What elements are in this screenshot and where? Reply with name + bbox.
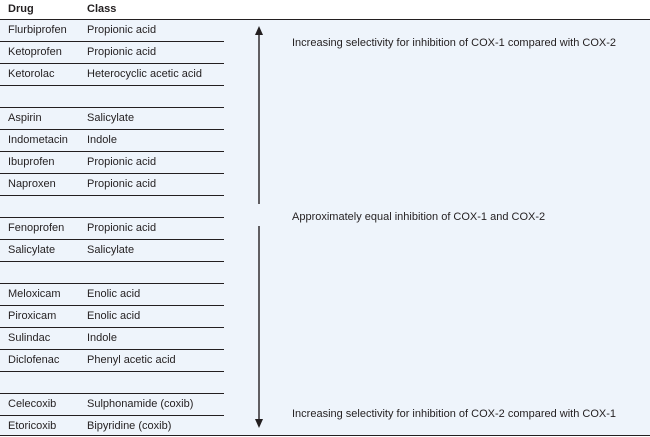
class-cell: Heterocyclic acetic acid [87, 68, 202, 80]
note-cox2-selectivity: Increasing selectivity for inhibition of COX-2 compared with COX-1 [292, 408, 617, 420]
table-row [0, 130, 224, 152]
table-row-spacer [0, 262, 224, 284]
class-cell: Propionic acid [87, 156, 157, 168]
table-row [0, 284, 224, 306]
table-row [0, 240, 224, 262]
table-header [0, 0, 650, 20]
table-row [0, 328, 224, 350]
class-cell: Phenyl acetic acid [87, 354, 176, 366]
drug-cell: Ketoprofen [8, 46, 62, 58]
class-cell: Enolic acid [87, 288, 141, 300]
class-cell: Propionic acid [87, 222, 157, 234]
table-body [0, 20, 650, 437]
table-row [0, 20, 224, 42]
table-row [0, 42, 224, 64]
drug-cell: Meloxicam [8, 288, 61, 300]
class-cell: Propionic acid [87, 24, 157, 36]
down-arrow-icon [253, 226, 265, 429]
note-cox1-selectivity: Increasing selectivity for inhibition of COX-1 compared with COX-2 [292, 37, 617, 49]
table-row [0, 306, 224, 328]
drug-cell: Naproxen [8, 178, 56, 190]
table-row [0, 416, 224, 437]
class-cell: Salicylate [87, 244, 135, 256]
class-cell: Sulphonamide (coxib) [87, 398, 194, 410]
table-row [0, 108, 224, 130]
drug-cell: Celecoxib [8, 398, 57, 410]
drug-cell: Piroxicam [8, 310, 57, 322]
table-row [0, 218, 224, 240]
class-cell: Propionic acid [87, 46, 157, 58]
drug-cell: Ketorolac [8, 68, 55, 80]
up-arrow-icon [253, 26, 265, 206]
table-row-spacer [0, 196, 224, 218]
table-row-spacer [0, 372, 224, 394]
drug-cell: Etoricoxib [8, 420, 57, 432]
drug-cell: Ibuprofen [8, 156, 55, 168]
table-row [0, 394, 224, 416]
class-cell: Bipyridine (coxib) [87, 420, 172, 432]
class-cell: Enolic acid [87, 310, 141, 322]
drug-cell: Sulindac [8, 332, 51, 344]
drug-cell: Flurbiprofen [8, 24, 67, 36]
note-equal-inhibition: Approximately equal inhibition of COX-1 and COX-2 [292, 211, 546, 223]
drug-cell: Diclofenac [8, 354, 60, 366]
table-row-spacer [0, 86, 224, 108]
header-drug: Drug [8, 3, 34, 15]
drug-cell: Salicylate [8, 244, 56, 256]
table-row [0, 64, 224, 86]
table-row [0, 174, 224, 196]
header-class: Class [87, 3, 117, 15]
table-row [0, 350, 224, 372]
drug-cell: Aspirin [8, 112, 42, 124]
drug-cell: Fenoprofen [8, 222, 65, 234]
drug-cell: Indometacin [8, 134, 68, 146]
class-cell: Salicylate [87, 112, 135, 124]
table-row [0, 152, 224, 174]
class-cell: Propionic acid [87, 178, 157, 190]
class-cell: Indole [87, 134, 117, 146]
class-cell: Indole [87, 332, 117, 344]
